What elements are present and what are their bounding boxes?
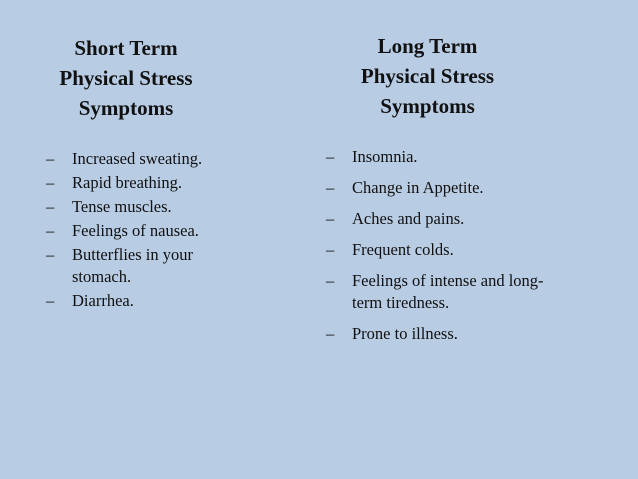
list-item-text: Tense muscles. (72, 197, 172, 216)
list-item (46, 290, 256, 312)
list-item (46, 148, 256, 170)
list-item-text: Frequent colds. (352, 240, 454, 259)
bullet-dash: – (46, 291, 55, 310)
list-item-text: Insomnia. (352, 147, 418, 166)
list-item-text: Increased sweating. (72, 149, 203, 168)
list-item (46, 244, 256, 288)
bullet-dash: – (326, 147, 335, 166)
list-item (46, 220, 256, 242)
list-item-text: Change in Appetite. (352, 178, 484, 197)
list-item (326, 270, 556, 314)
list-item (326, 323, 556, 345)
list-item-text: Rapid breathing. (72, 173, 182, 192)
long-term-symptom-list (326, 146, 556, 354)
heading-line: Physical Stress (59, 66, 193, 90)
list-item (326, 239, 556, 261)
heading-line: Short Term (74, 36, 178, 60)
bullet-dash: – (326, 271, 335, 290)
short-term-heading (36, 33, 216, 123)
heading-line: Symptoms (380, 94, 475, 118)
bullet-dash: – (46, 221, 55, 240)
list-item (326, 146, 556, 168)
short-term-symptom-list (46, 148, 256, 314)
bullet-dash: – (46, 173, 55, 192)
heading-line: Symptoms (78, 96, 174, 120)
long-term-heading (330, 31, 525, 121)
heading-line: Long Term (377, 34, 478, 58)
bullet-dash: – (326, 178, 335, 197)
list-item-text: Diarrhea. (72, 291, 134, 310)
list-item-text: Feelings of intense and long-term tiredness. (352, 271, 544, 312)
list-item-text: Feelings of nausea. (72, 221, 199, 240)
bullet-dash: – (46, 245, 55, 264)
list-item (326, 208, 556, 230)
bullet-dash: – (326, 209, 335, 228)
bullet-dash: – (46, 197, 55, 216)
list-item (46, 172, 256, 194)
list-item-text: Butterflies in your stomach. (72, 245, 193, 286)
list-item-text: Aches and pains. (352, 209, 465, 228)
list-item-text: Prone to illness. (352, 324, 458, 343)
list-item (326, 177, 556, 199)
list-item (46, 196, 256, 218)
bullet-dash: – (46, 149, 55, 168)
bullet-dash: – (326, 324, 335, 343)
bullet-dash: – (326, 240, 335, 259)
heading-line: Physical Stress (360, 64, 495, 88)
